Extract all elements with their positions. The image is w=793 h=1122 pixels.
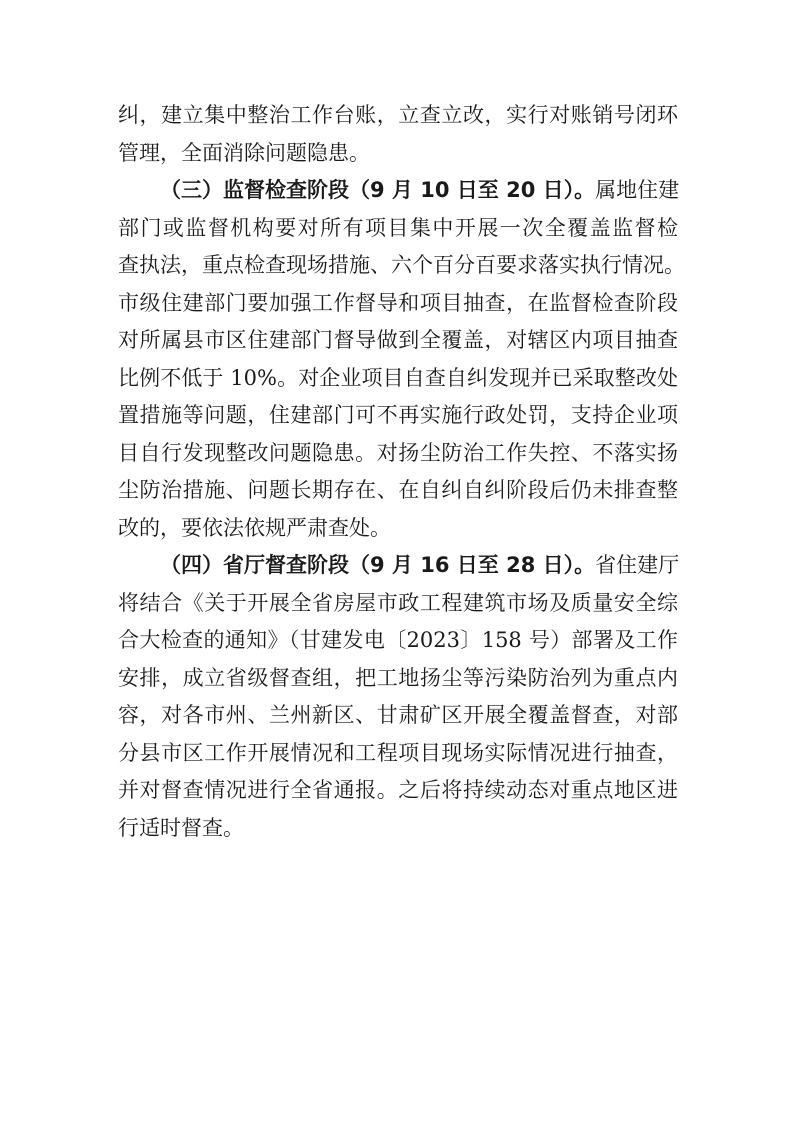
text-line: 并对督查情况进行全省通报。之后将持续动态对重点地区进 bbox=[118, 778, 678, 802]
text-line: 市级住建部门要加强工作督导和项目抽查，在监督检查阶段 bbox=[118, 290, 678, 315]
text-line: 置措施等问题，住建部门可不再实施行政处罚，支持企业项 bbox=[118, 403, 678, 427]
text-line: 行适时督查。 bbox=[118, 815, 244, 840]
text-line: 安排，成立省级督查组，把工地扬尘等污染防治列为重点内 bbox=[118, 665, 678, 690]
text-line: 部门或监督机构要对所有项目集中开展一次全覆盖监督检 bbox=[118, 215, 678, 240]
text-line: 目自行发现整改问题隐患。对扬尘防治工作失控、不落实扬 bbox=[118, 440, 678, 465]
text-line: 分县市区工作开展情况和工程项目现场实际情况进行抽查， bbox=[118, 740, 678, 765]
text-line: 改的，要依法依规严肃查处。 bbox=[118, 515, 391, 540]
text-line: 比例不低于 10%。对企业项目自查自纠发现并已采取整改处 bbox=[118, 365, 678, 390]
paragraph-1 bbox=[118, 97, 678, 172]
text-line: 对所属县市区住建部门督导做到全覆盖，对辖区内项目抽查 bbox=[118, 328, 678, 352]
text-line: 合大检查的通知》（甘建发电〔2023〕158 号）部署及工作 bbox=[118, 628, 678, 652]
section-heading-4: （四）省厅督查阶段（9 月 16 日至 28 日）。 bbox=[160, 553, 596, 577]
text-line: 查执法，重点检查现场措施、六个百分百要求落实执行情况。 bbox=[118, 253, 685, 277]
first-line-text: 省住建厅 bbox=[595, 553, 680, 577]
text-line: 尘防治措施、问题长期存在、在自纠自纠阶段后仍未排查整 bbox=[118, 478, 678, 502]
paragraph-first-line bbox=[118, 172, 678, 210]
paragraph-first-line bbox=[118, 547, 678, 585]
text-line: 容，对各市州、兰州新区、甘肃矿区开展全覆盖督查，对部 bbox=[118, 703, 678, 727]
text-line: 纠，建立集中整治工作台账，立查立改，实行对账销号闭环 bbox=[118, 103, 678, 127]
text-line: 管理，全面消除问题隐患。 bbox=[118, 140, 370, 165]
document-body bbox=[118, 97, 685, 847]
paragraph-2 bbox=[118, 172, 685, 547]
first-line-text: 属地住建 bbox=[595, 178, 680, 202]
section-heading-3: （三）监督检查阶段（9 月 10 日至 20 日）。 bbox=[160, 178, 596, 202]
paragraph-3 bbox=[118, 547, 678, 847]
text-line: 将结合《关于开展全省房屋市政工程建筑市场及质量安全综 bbox=[118, 590, 678, 615]
